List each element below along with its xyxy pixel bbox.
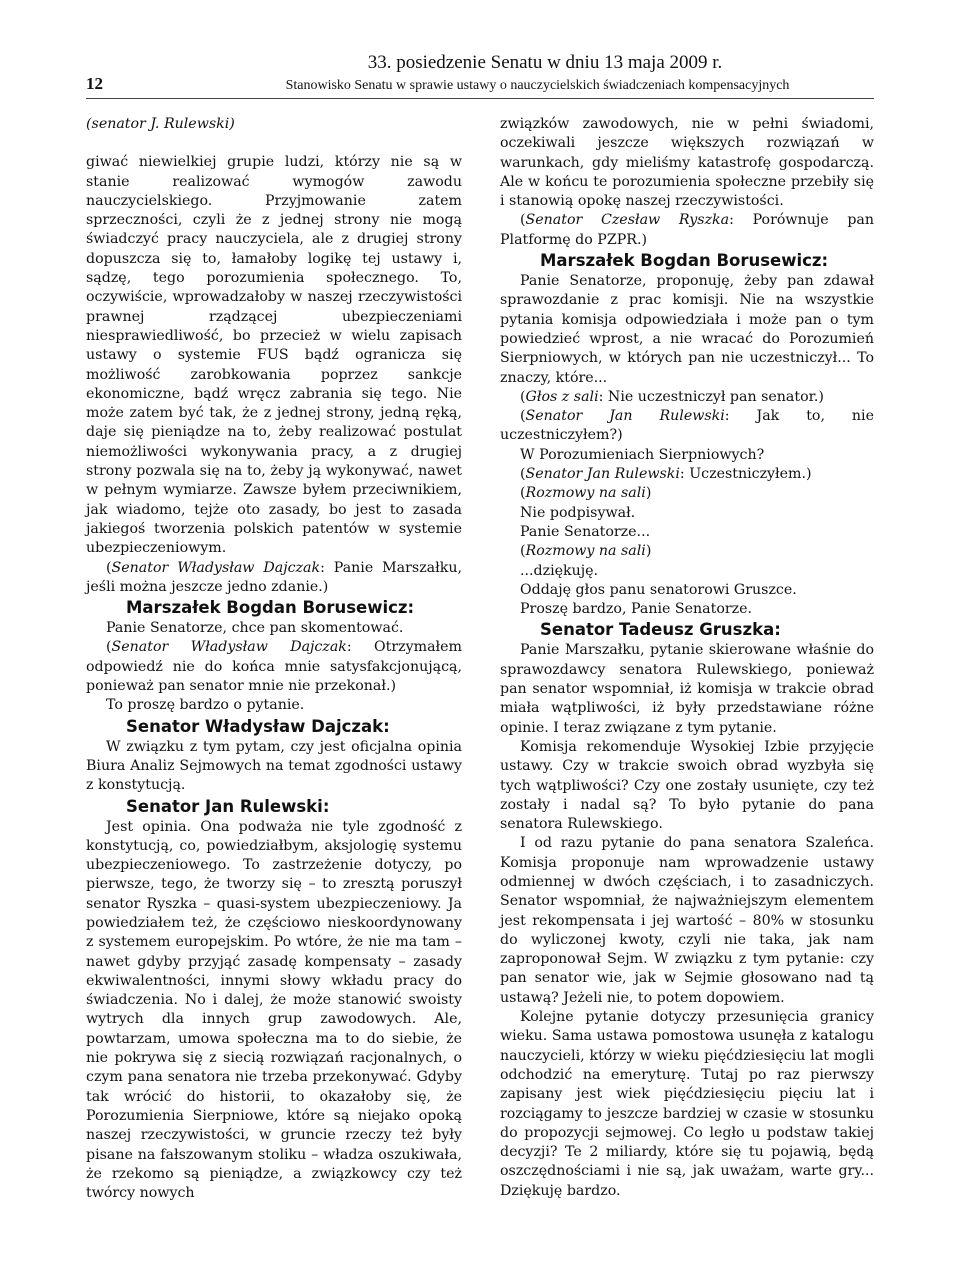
- page-number: 12: [86, 74, 103, 93]
- interjection: (Senator Czesław Ryszka: Porównuje pan Platformę do PZPR.): [500, 212, 874, 248]
- paragraph: Kolejne pytanie dotyczy przesunięcia granicy wieku. Sama ustawa pomostowa usunęła z katalogu nauczycieli, którzy w wieku pięćdziesięciu lat mogli odchodzić na emeryturę. Tutaj po raz pierwszy zapisany jest wiek pięćdziesięciu pięciu lat i rozciągamy to jeszcze bardziej w czasie w stosunku do propozycji sejmowej. Co legło u podstaw takiej decyzji? Te 2 miliardy, które się tu pojawią, będą oszczędnościami i nie są, jak uważam, warte gry... Dziękuję bardzo.: [500, 1009, 874, 1199]
- speaker-heading: Senator Tadeusz Gruszka:: [540, 620, 781, 640]
- interjection: (Głos z sali: Nie uczestniczył pan senator.): [520, 388, 824, 405]
- speaker-heading: Senator Władysław Dajczak:: [126, 716, 390, 736]
- paragraph: I od razu pytanie do pana senatora Szaleńca. Komisja proponuje nam wprowadzenie ustawy odmiennej w dwóch częściach, i to zasadniczych. Senator wspomniał, że najważniejszym elementem jest rekompensata i jej wartość – 80% w stosunku do wyliczonej kwoty, czyli nie taka, jak nam zaproponował Sejm. W związku z tym pytanie: czy pan senator wie, jak w Sejmie głosowano nad tą ustawą? Jeżeli nie, to potem dopowiem.: [500, 835, 874, 1006]
- paragraph: Panie Senatorze, proponuję, żeby pan zdawał sprawozdanie z prac komisji. Nie na wszystkie pytania komisja odpowiedziała i może pan o tym powiedzieć wprost, a nie wracać do Porozumień Sierpniowych, w których pan nie uczestniczył... To znaczy, które...: [500, 273, 874, 386]
- document-subtitle: Stanowisko Senatu w sprawie ustawy o nauczycielskich świadczeniach kompensacyjnych: [285, 78, 790, 93]
- paragraph: W związku z tym pytam, czy jest oficjalna opinia Biura Analiz Sejmowych na temat zgodności ustawy z konstytucją.: [86, 738, 462, 794]
- interjection: (Senator Jan Rulewski: Jak to, nie uczestniczyłem?): [500, 408, 874, 444]
- speaker-heading: Marszałek Bogdan Borusewicz:: [540, 251, 829, 271]
- interjection: (Senator Władysław Dajczak: Panie Marszałku, jeśli można jeszcze jedno zdanie.): [86, 559, 462, 595]
- document-title: 33. posiedzenie Senatu w dniu 13 maja 2009 r.: [367, 52, 723, 73]
- left-column: [86, 115, 462, 1203]
- interjection: (Rozmowy na sali): [520, 543, 652, 560]
- paragraph: Nie podpisywał.: [520, 504, 636, 521]
- page-header: [86, 44, 874, 94]
- paragraph: Panie Senatorze...: [520, 523, 651, 540]
- paragraph: giwać niewielkiej grupie ludzi, którzy nie są w stanie realizować wymogów zawodu nauczycielskiego. Przyjmowanie zatem sprzeczności, czyli że z jednej strony nie mogą świadczyć pracy nauczyciela, ale z drugiej strony dopuszcza się to, łamałoby logikę tej ustawy i, sądzę, tego porozumienia społecznego. To, oczywiście, wprowadzałoby w naszej rzeczywistości prawnej rządzącej ubezpieczeniami niesprawiedliwość, bo przecież w wielu zapisach ustawy o systemie FUS bądź ogranicza się możliwość zarobkowania poprzez sankcje ekonomiczne, bądź wręcz zabrania się tego. Nie może zatem być tak, że z jednej strony, jedną ręką, daje się pieniądze na to, żeby realizować postulat niemożliwości wykonywania pracy, a z drugiej strony pozwala się na to, żeby ją wykonywać, nawet w pełnym wymiarze. Zawsze byłem przeciwnikiem, jak wiadomo, tejże oto zasady, bo jest to zasada jakiegoś tworzenia polskich patentów w systemie ubezpieczeniowym.: [86, 154, 462, 557]
- paragraph: Proszę bardzo, Panie Senatorze.: [520, 601, 753, 618]
- paragraph: W Porozumieniach Sierpniowych?: [520, 446, 765, 463]
- interjection: (Senator Jan Rulewski: Uczestniczyłem.): [520, 466, 812, 483]
- header-rule: [86, 98, 874, 99]
- interjection: (Rozmowy na sali): [520, 485, 652, 502]
- paragraph: Oddaję głos panu senatorowi Gruszce.: [520, 581, 797, 598]
- paragraph: Jest opinia. Ona podważa nie tyle zgodność z konstytucją, co, powiedziałbym, aksjologię systemu ubezpieczeniowego. To zastrzeżenie dotyczy, po pierwsze, tego, że tworzy się – to zresztą poruszył senator Ryszka – quasi-system ubezpieczeniowy. Ja powiedziałem też, że częściowo nieskoordynowany z systemem europejskim. Po wtóre, że nie ma tam – nawet gdyby przyjąć zasadę kompensaty – zasady ekwiwalentności, innymi słowy wkładu pracy do świadczenia. No i dalej, że może stanowić swoisty wytrych dla innych grup zawodowych. Ale, powtarzam, umowa społeczna ma to do siebie, że nie pokrywa się z siecią rozwiązań racjonalnych, o czym pana senatora nie trzeba przekonywać. Gdyby tak wrócić do historii, to okazałoby się, że Porozumienia Sierpniowe, które są niejako opoką naszej rzeczywistości, w gruncie rzeczy też były pisane na fałszowanym stoliku – władza oszukiwała, że rzekomo są pieniądze, a związkowcy czy też twórcy nowych: [86, 818, 462, 1202]
- paragraph: Panie Marszałku, pytanie skierowane właśnie do sprawozdawcy senatora Rulewskiego, ponieważ pan senator wspomniał, iż komisja w trakcie obrad miała wątpliwości, iż były przedstawiane różne opinie. I teraz związane z tym pytanie.: [500, 642, 874, 736]
- speaker-heading: Marszałek Bogdan Borusewicz:: [126, 598, 415, 618]
- interjection: (Senator Władysław Dajczak: Otrzymałem odpowiedź nie do końca mnie satysfakcjonującą, ponieważ pan senator mnie nie przekonał.): [86, 639, 462, 695]
- paragraph: Komisja rekomenduje Wysokiej Izbie przyjęcie ustawy. Czy w trakcie swoich obrad wyzbyła się tych wątpliwości? Czy one zostały usunięte, czy też zostały i nadal są? To było pytanie do pana senatora Rulewskiego.: [500, 738, 874, 833]
- paragraph: Panie Senatorze, chce pan skomentować.: [106, 620, 404, 637]
- paragraph: związków zawodowych, nie w pełni świadomi, oczekiwali jeszcze większych rozwiązań w warunkach, gdy mieliśmy katastrofę gospodarczą. Ale w końcu te porozumienia społeczne przebiły się i stanowią opokę naszej rzeczywistości.: [500, 116, 874, 210]
- continuation-label: (senator J. Rulewski): [86, 116, 235, 132]
- paragraph: To proszę bardzo o pytanie.: [106, 697, 305, 714]
- speaker-heading: Senator Jan Rulewski:: [126, 796, 330, 816]
- paragraph: ...dziękuję.: [520, 562, 599, 579]
- right-column: [500, 115, 874, 1201]
